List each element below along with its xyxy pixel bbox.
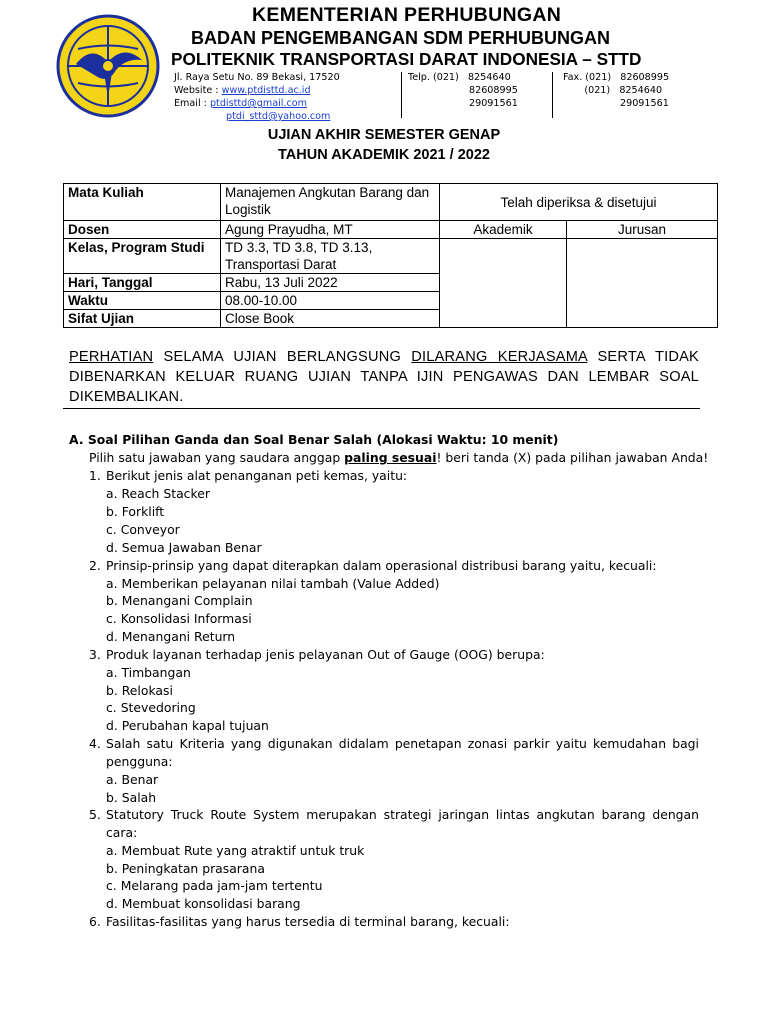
address-block: [174, 71, 340, 123]
label-course: Mata Kuliah: [64, 184, 221, 221]
telp-line-1: [408, 71, 518, 84]
telp-block: [408, 71, 518, 110]
notice-text-2: SERTA TIDAK DIBENARKAN KELUAR RUANG UJIAN TANPA IJIN PENGAWAS DAN LEMBAR SOAL DIKEMBALIKAN.: [69, 349, 699, 405]
option-1c: c. Conveyor: [106, 522, 180, 537]
divider-right: [552, 72, 553, 118]
instr-pre: Pilih satu jawaban yang saudara anggap: [89, 450, 345, 465]
option-2a: a. Memberikan pelayanan nilai tambah (Value Added): [106, 576, 440, 591]
notice-attention: PERHATIAN: [69, 349, 154, 365]
question-3-number: 3.: [89, 647, 101, 662]
question-6-text: Fasilitas-fasilitas yang harus tersedia di terminal barang, kecuali:: [106, 914, 510, 929]
question-5-number: 5.: [89, 807, 101, 822]
option-3a: a. Timbangan: [106, 665, 191, 680]
telp-label: Telp. (021): [408, 72, 459, 83]
section-a-heading: A. Soal Pilihan Ganda dan Soal Benar Salah (Alokasi Waktu: 10 menit): [69, 432, 559, 447]
academic-year: TAHUN AKADEMIK 2021 / 2022: [278, 147, 490, 163]
question-1-number: 1.: [89, 468, 101, 483]
approval-academic: Akademik: [440, 221, 567, 239]
value-date: Rabu, 13 Juli 2022: [221, 274, 440, 292]
option-2c: c. Konsolidasi Informasi: [106, 611, 252, 626]
value-class: TD 3.3, TD 3.8, TD 3.13, Transportasi Darat: [221, 239, 440, 274]
value-lecturer: Agung Prayudha, MT: [221, 221, 440, 239]
telp-number-3: 29091561: [469, 98, 518, 109]
table-row: [64, 221, 718, 239]
exam-title: UJIAN AKHIR SEMESTER GENAP: [267, 127, 501, 143]
ministry-logo-icon: [56, 14, 160, 118]
exam-info-table: [63, 183, 718, 328]
value-time: 08.00-10.00: [221, 292, 440, 310]
address-line: Jl. Raya Setu No. 89 Bekasi, 17520: [174, 72, 340, 83]
fax-label: Fax. (021): [563, 72, 612, 83]
label-lecturer: Dosen: [64, 221, 221, 239]
option-2d: d. Menangani Return: [106, 629, 236, 644]
header-institution: POLITEKNIK TRANSPORTASI DARAT INDONESIA – STTD: [171, 49, 642, 69]
option-5c: c. Melarang pada jam-jam tertentu: [106, 878, 323, 893]
option-3c: c. Stevedoring: [106, 700, 196, 715]
section-divider: [63, 408, 700, 409]
question-5-text: Statutory Truck Route System merupakan strategi jaringan lintas angkutan barang dengan cara:: [106, 807, 699, 840]
telp-number-1: 8254640: [467, 72, 511, 83]
fax-number-1: 82608995: [620, 72, 670, 83]
option-3b: b. Relokasi: [106, 683, 173, 698]
option-4a: a. Benar: [106, 772, 159, 787]
email-line-2: [174, 110, 340, 123]
divider-left: [401, 72, 402, 118]
fax-label-2: (021): [584, 85, 611, 96]
label-date: Hari, Tanggal: [64, 274, 221, 292]
question-2-number: 2.: [89, 558, 101, 573]
option-1d: d. Semua Jawaban Benar: [106, 540, 262, 555]
question-3-text: Produk layanan terhadap jenis pelayanan Out of Gauge (OOG) berupa:: [106, 647, 545, 662]
fax-number-2: 8254640: [619, 85, 663, 96]
table-row: [64, 239, 718, 274]
website-link[interactable]: www.ptdisttd.ac.id: [221, 85, 311, 96]
question-2-text: Prinsip-prinsip yang dapat diterapkan dalam operasional distribusi barang yaitu, kecuali:: [106, 558, 657, 573]
label-time: Waktu: [64, 292, 221, 310]
option-2b: b. Menangani Complain: [106, 593, 253, 608]
option-5b: b. Peningkatan prasarana: [106, 861, 265, 876]
label-exam-type: Sifat Ujian: [64, 310, 221, 328]
option-4b: b. Salah: [106, 790, 157, 805]
label-class: Kelas, Program Studi: [64, 239, 221, 274]
telp-number-2: 82608995: [469, 85, 518, 96]
notice-prohibited: DILARANG KERJASAMA: [411, 349, 588, 365]
question-6-number: 6.: [89, 914, 101, 929]
signature-academic: [440, 239, 567, 328]
signature-department: [567, 239, 718, 328]
exam-notice: [69, 347, 699, 407]
question-1-text: Berikut jenis alat penanganan peti kemas, yaitu:: [106, 468, 408, 483]
email-link-1[interactable]: ptdisttd@gmail.com: [209, 98, 307, 109]
value-course: Manajemen Angkutan Barang dan Logistik: [221, 184, 440, 221]
header-agency: BADAN PENGEMBANGAN SDM PERHUBUNGAN: [191, 28, 611, 48]
option-1a: a. Reach Stacker: [106, 486, 210, 501]
question-4-text: Salah satu Kriteria yang digunakan didalam penetapan zonasi parkir yaitu kemudahan bagi pengguna:: [106, 736, 699, 769]
header-ministry: KEMENTERIAN PERHUBUNGAN: [252, 4, 562, 26]
option-3d: d. Perubahan kapal tujuan: [106, 718, 269, 733]
option-5a: a. Membuat Rute yang atraktif untuk truk: [106, 843, 365, 858]
question-4-number: 4.: [89, 736, 101, 751]
fax-line-1: [563, 71, 669, 84]
instr-emphasis: paling sesuai: [344, 450, 437, 465]
fax-block: [563, 71, 669, 110]
instr-post: ! beri tanda (X) pada pilihan jawaban Anda!: [436, 450, 709, 465]
notice-text-1: SELAMA UJIAN BERLANGSUNG: [153, 349, 412, 365]
option-5d: d. Membuat konsolidasi barang: [106, 896, 301, 911]
website-label: Website :: [174, 85, 219, 96]
email-line: [174, 97, 340, 110]
approval-heading: Telah diperiksa & disetujui: [440, 184, 718, 221]
value-exam-type: Close Book: [221, 310, 440, 328]
email-link-2[interactable]: ptdi_sttd@yahoo.com: [226, 111, 331, 122]
email-label: Email :: [174, 98, 207, 109]
option-1b: b. Forklift: [106, 504, 165, 519]
fax-number-3: 29091561: [620, 98, 669, 109]
fax-line-2: [563, 84, 669, 97]
table-row: [64, 184, 718, 221]
section-a-instructions: [89, 449, 708, 467]
website-line: [174, 84, 340, 97]
approval-department: Jurusan: [567, 221, 718, 239]
